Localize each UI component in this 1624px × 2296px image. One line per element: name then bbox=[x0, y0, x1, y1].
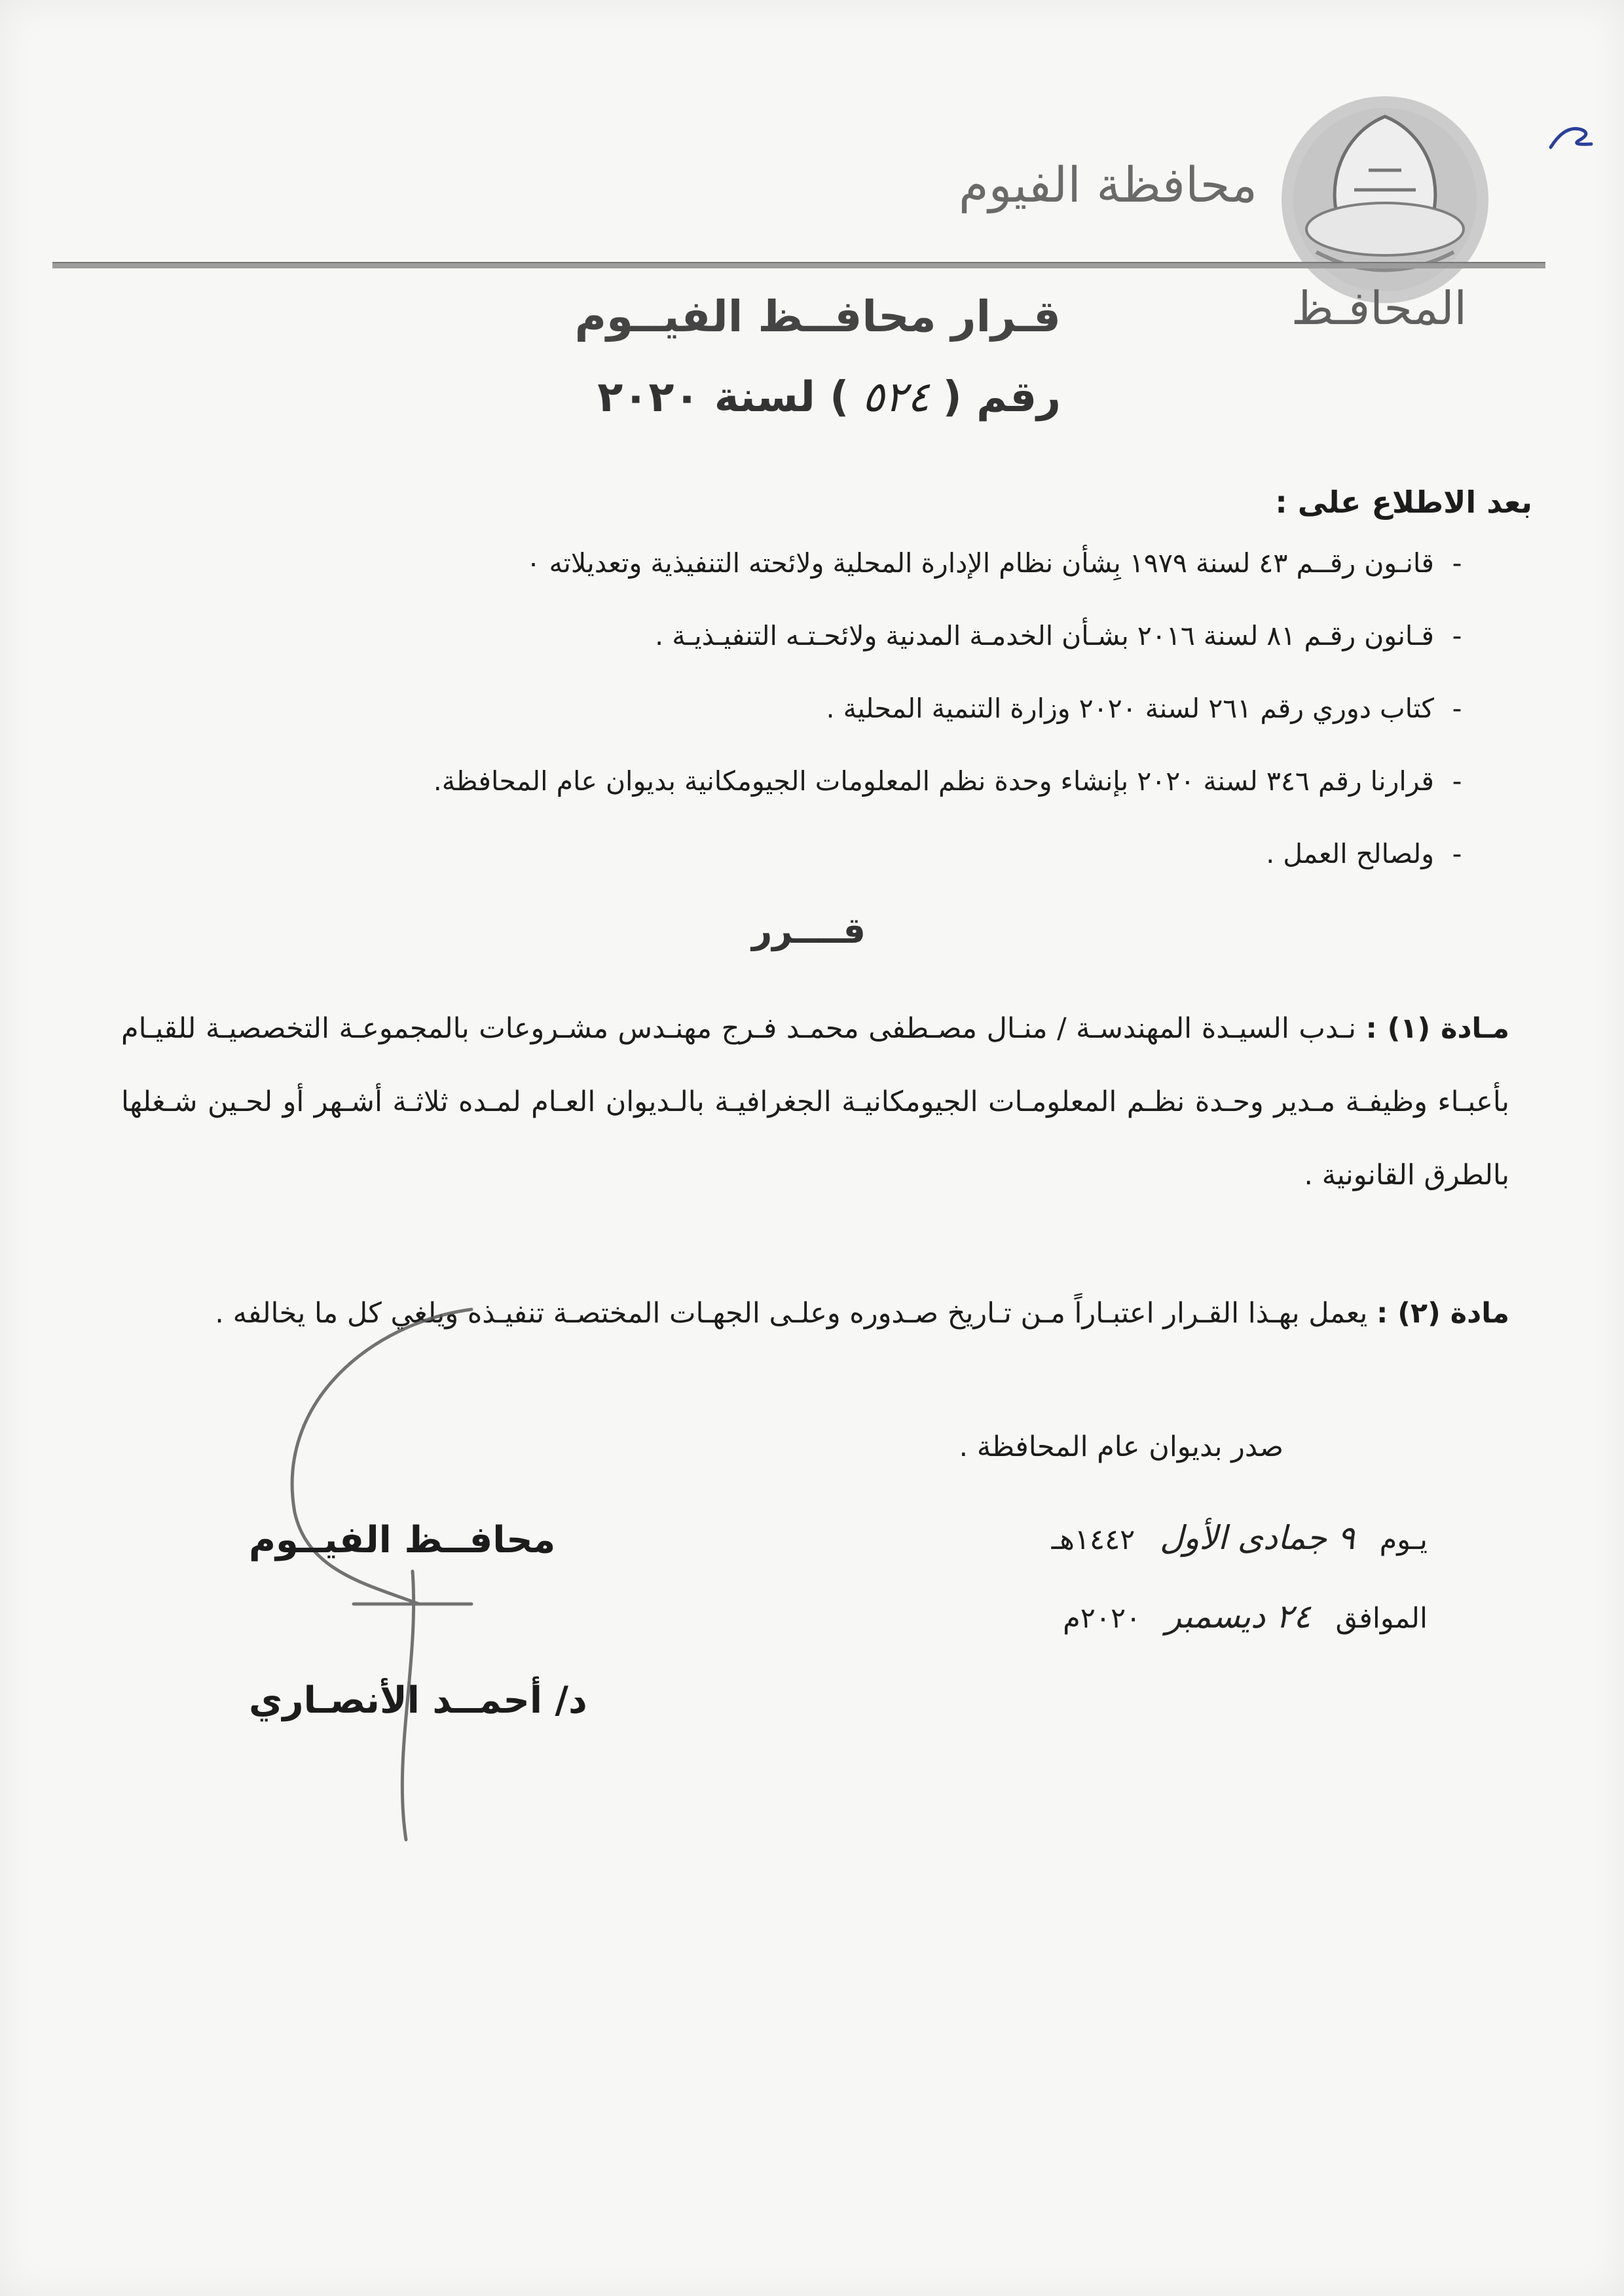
office-label: المحافـظ bbox=[1291, 282, 1467, 335]
issued-at: صدر بديوان عام المحافظة . bbox=[959, 1430, 1283, 1463]
preamble-item: -قرارنا رقم ٣٤٦ لسنة ٢٠٢٠ بإنشاء وحدة نظم المعلومات الجيومكانية بديوان عام المحافظة. bbox=[72, 761, 1480, 834]
preamble-item: -كتاب دوري رقم ٢٦١ لسنة ٢٠٢٠ وزارة التنمية المحلية . bbox=[72, 689, 1480, 761]
preamble-item: -ولصالح العمل . bbox=[72, 834, 1480, 907]
article-label: مـادة (١) : bbox=[1365, 1012, 1509, 1045]
governorate-name: محافظة الفيوم bbox=[958, 157, 1257, 213]
article-text: نـدب السيـدة المهندسـة / منـال مصـطفى محمـد فـرج مهنـدس مشـروعات بالمجموعـة التخصصيـة للقيـام بأعبـاء وظيفـة مـدير وحـدة نظـم المعلومـات الجيومكانيـة الجغرافيـة بالـديوان العـام لمـده ثلاثـة أشـهر أو لحـين شـغلها بالطرق القانونية . bbox=[121, 1012, 1509, 1192]
article-text: يعمل بهـذا القـرار اعتبـاراً مـن تـاريخ صـدوره وعلـى الجهـات المختصـة تنفيـذه ويلغي كل ما يخالفه . bbox=[215, 1297, 1368, 1330]
handwritten-hijri-day: ٩ جمادى الأول bbox=[1159, 1519, 1355, 1557]
decree-title: قـرار محافــظ الفيــوم bbox=[574, 291, 1061, 342]
signature-stroke-icon bbox=[275, 1296, 550, 1853]
decree-number-value: ٥٢٤ bbox=[862, 373, 930, 422]
hijri-date: يـوم ٩ جمادى الأول ١٤٤٢هـ bbox=[1051, 1519, 1428, 1557]
signer-name: د/ أحمــد الأنصـاري bbox=[249, 1679, 587, 1722]
governorate-seal-icon bbox=[1277, 92, 1493, 308]
bullet-dash: - bbox=[1452, 765, 1462, 797]
bullet-dash: - bbox=[1452, 547, 1462, 579]
preamble-list bbox=[72, 543, 1480, 907]
decree-number bbox=[597, 373, 1061, 422]
bullet-dash: - bbox=[1452, 693, 1462, 724]
gregorian-date: الموافق ٢٤ ديسمبر ٢٠٢٠م bbox=[1063, 1597, 1428, 1635]
bullet-dash: - bbox=[1452, 838, 1462, 869]
handwritten-gregorian-day: ٢٤ ديسمبر bbox=[1165, 1597, 1311, 1635]
decree-number-suffix: ) لسنة ٢٠٢٠ bbox=[597, 373, 849, 422]
decree-number-prefix: رقم ( bbox=[942, 373, 1061, 422]
header-divider bbox=[52, 262, 1545, 268]
preamble-item: -قـانون رقـم ٨١ لسنة ٢٠١٦ بشـأن الخدمـة المدنية ولائحـتـه التنفيـذيـة . bbox=[72, 616, 1480, 689]
preamble-item: -قانـون رقــم ٤٣ لسنة ١٩٧٩ بِشأن نظام الإدارة المحلية ولائحته التنفيذية وتعديلاته ٠ bbox=[72, 543, 1480, 616]
article-1 bbox=[121, 992, 1509, 1212]
signer-title: محافــظ الفيــوم bbox=[249, 1519, 556, 1561]
bullet-dash: - bbox=[1452, 620, 1462, 651]
preamble-intro: بعد الاطلاع على : bbox=[1275, 484, 1532, 520]
decision-heading: قــــرر bbox=[752, 910, 866, 951]
margin-handwritten-mark-icon bbox=[1545, 111, 1598, 157]
article-label: مادة (٢) : bbox=[1376, 1297, 1509, 1330]
